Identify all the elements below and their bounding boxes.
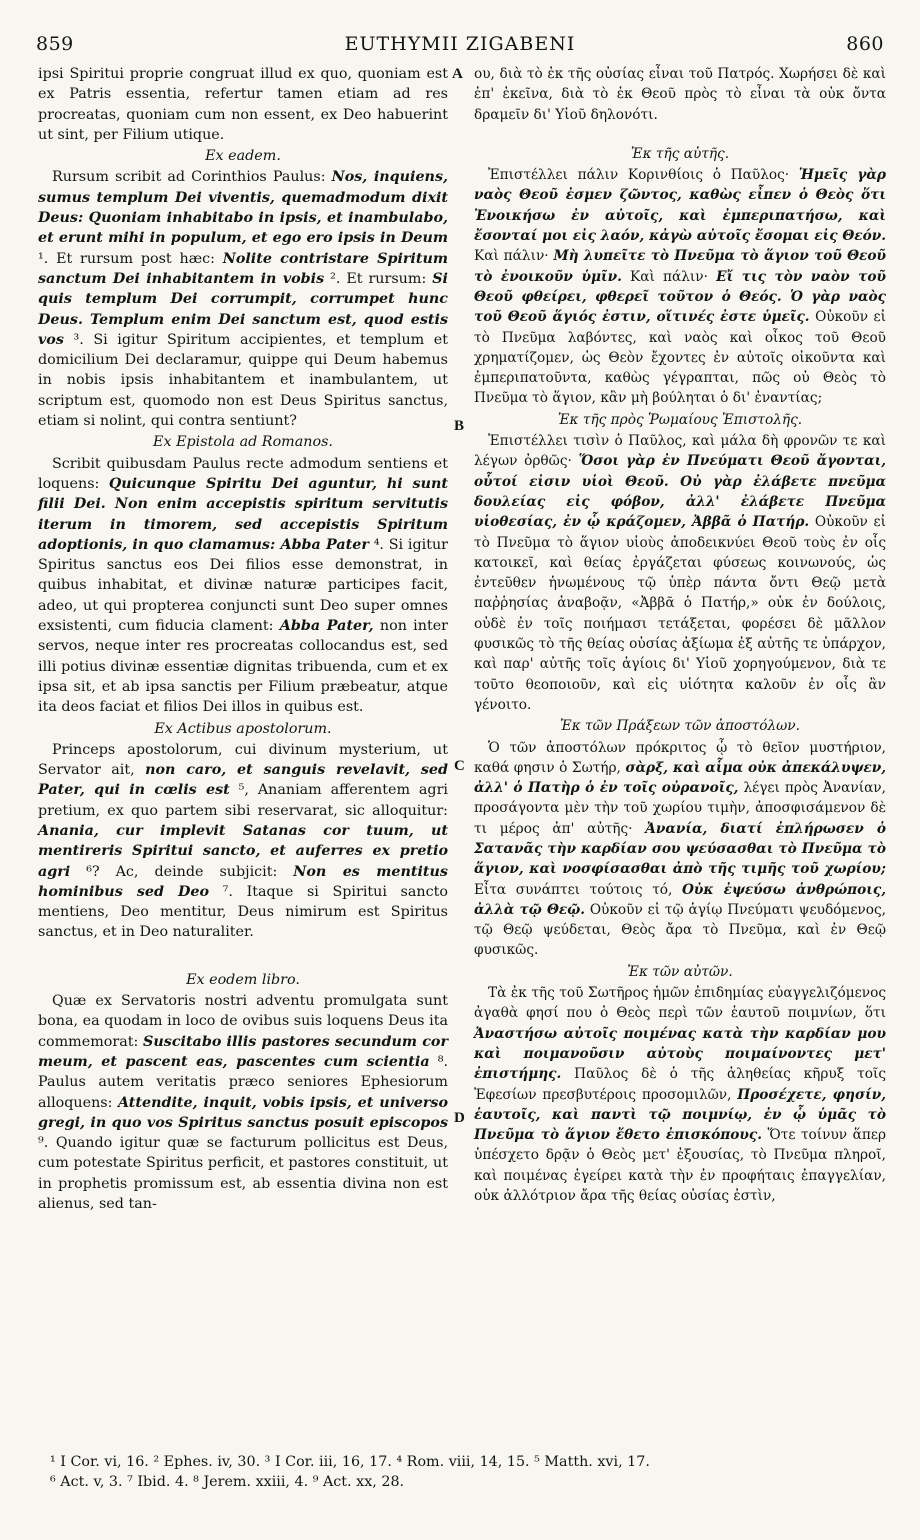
latin-quotation: Attendite, inquit, vobis ipsis, et universo gregi, in quo vos Spiritus sanctus posuit episcopos xyxy=(38,1094,448,1131)
greek-quotation: Ἡμεῖς γὰρ ναὸς Θεοῦ ἐσμεν ζῶντος, καθὼς εἶπεν ὁ Θεὸς ὅτι Ἐνοικήσω ἐν αὐτοῖς, καὶ ἐμπεριπατήσω, καὶ ἔσονταί μοι εἰς λαόν, κἀγὼ αὐτοῖς ἔσομαι εἰς Θεόν. xyxy=(474,167,886,245)
greek-quotation: Προσέχετε, φησίν, ἑαυτοῖς, καὶ παντὶ τῷ ποιμνίῳ, ἐν ᾧ ὑμᾶς τὸ Πνεῦμα τὸ ἅγιον ἔθετο ἐπισκόπους. xyxy=(474,1086,886,1144)
latin-text: non inter servos, neque inter res procreatas collocandus est, sed illi potius divinæ essentiæ dignitas tribuenda, cum et ex ipsa sit, et ab ipsa sanctis per Filium præbeatur, atque ita deos faciat et filios Dei illos in quibus est. xyxy=(38,618,448,716)
footnote-line: ⁶ Act. v, 3. ⁷ Ibid. 4. ⁸ Jerem. xxiii, 4. ⁹ Act. xx, 28. xyxy=(50,1474,405,1490)
latin-text: ². Et rursum: xyxy=(324,270,433,287)
latin-quotation: Nos, inquiens, sumus templum Dei viventis, quemadmodum dixit Deus: Quoniam inhabitabo in ipsis, et inambulabo, et erunt mihi in populum, et ego ero ipsis in Deum xyxy=(38,169,448,247)
greek-quotation: Οὐκ ἐψεύσω ἀνθρώποις, ἀλλὰ τῷ Θεῷ. xyxy=(474,881,886,918)
greek-quotation: Μὴ λυπεῖτε τὸ Πνεῦμα τὸ ἅγιον τοῦ Θεοῦ τὸ ἐνοικοῦν ὑμῖν. xyxy=(474,248,886,285)
latin-heading: Ex Epistola ad Romanos. xyxy=(153,434,333,451)
latin-text: ⁹. Quando igitur quæ se facturum pollicitus est Deus, cum potestate Spiritus perficit, et pastores constituit, ut in prophetis promissum est, ab essentia divina non est alienus, sed tan- xyxy=(38,1135,448,1213)
latin-quotation: Quicunque Spiritu Dei aguntur, hi sunt filii Dei. Non enim accepistis spiritum servitutis iterum in timorem, sed accepistis Spiritum adoptionis, in quo clamamus: Abba Pater xyxy=(38,475,448,553)
latin-text: ⁴. Si igitur Spiritus sanctus eos Dei filios esse demonstrat, in quibus inhabitat, et divinæ naturæ participes facit, adeo, ut qui propterea conjuncti sunt Deo super omnes exsistenti, cum fiducia clament: xyxy=(38,536,448,635)
greek-quotation: Ἀνανία, διατί ἐπλήρωσεν ὁ Σατανᾶς τὴν καρδίαν σου ψεύσασθαι τὸ Πνεῦμα τὸ ἅγιον, καὶ νοσφίσασθαι ἀπὸ τῆς τιμῆς τοῦ χωρίου; xyxy=(474,820,887,878)
latin-heading: Ex eadem. xyxy=(205,148,281,165)
greek-column xyxy=(474,64,886,1206)
latin-paragraph xyxy=(38,64,448,145)
latin-text: ¹. Et rursum post hæc: xyxy=(38,250,223,267)
latin-quotation: Anania, cur implevit Satanas cor tuum, ut mentireris Spiritui sancto, et auferres ex pretio agri xyxy=(38,822,448,880)
greek-quotation: σὰρξ, καὶ αἷμα οὐκ ἀπεκάλυψεν, ἀλλ' ὁ Πατὴρ ὁ ἐν τοῖς οὐρανοῖς, xyxy=(474,759,886,797)
latin-quotation: Abba Pater, xyxy=(279,618,374,635)
greek-quotation: Ἀναστήσω αὐτοῖς ποιμένας κατὰ τὴν καρδίαν μου καὶ ποιμανοῦσιν αὐτοὺς ποιμαίνοντες μετ' ἐπιστήμης. xyxy=(474,1025,886,1083)
section-marker-b: B xyxy=(454,418,465,434)
greek-heading: Ἐκ τῆς πρὸς Ῥωμαίους Ἐπιστολῆς. xyxy=(557,411,803,428)
latin-paragraph xyxy=(38,991,448,1214)
greek-paragraph xyxy=(474,738,886,961)
running-title: EUTHYMII ZIGABENI xyxy=(344,33,576,55)
section-marker-d: D xyxy=(454,1110,465,1126)
latin-text: ⁶? Ac, deinde subjicit: xyxy=(70,863,294,880)
greek-text: λέγει πρὸς Ἀνανίαν, προσάγοντα μὲν τὴν τοῦ χωρίου τιμὴν, ἀποσφισάμενον δὲ τι μέρος ἀπ' αὐτῆς· xyxy=(474,780,886,837)
page-number-left: 859 xyxy=(36,33,74,55)
running-header xyxy=(36,30,884,58)
greek-text: Παῦλος δὲ ὁ τῆς ἀληθείας κῆρυξ τοῖς Ἐφεσίων πρεσβυτέροις προσομιλῶν, xyxy=(474,1066,886,1103)
latin-quotation: non caro, et sanguis revelavit, sed Pater, qui in cœlis est xyxy=(38,762,448,799)
footnote-line: ¹ I Cor. vi, 16. ² Ephes. iv, 30. ³ I Cor. iii, 16, 17. ⁴ Rom. viii, 14, 15. ⁵ Matth. xvi, 17. xyxy=(50,1454,650,1470)
greek-text: Ὅτε τοίνυν ἅπερ ὑπέσχετο δρᾷν ὁ Θεὸς μετ' ἐξουσίας, τὸ Πνεῦμα πληροῖ, καὶ ποιμένας ἐγείρει κατὰ τὴν ἐν προφήταις ἐπαγγελίαν, οὐκ ἀλλότριον ἄρα τῆς θείας οὐσίας ἐστὶν, xyxy=(474,1127,886,1205)
greek-paragraph xyxy=(474,431,886,715)
greek-text: Τὰ ἐκ τῆς τοῦ Σωτῆρος ἡμῶν ἐπιδημίας εὐαγγελιζόμενος ἀγαθὰ φησί που ὁ Θεὸς περὶ τῶν ἑαυτοῦ ποιμνίων, ὅτι xyxy=(474,985,886,1022)
greek-quotation: Εἴ τις τὸν ναὸν τοῦ Θεοῦ φθείρει, φθερεῖ τοῦτον ὁ Θεός. Ὁ γὰρ ναὸς τοῦ Θεοῦ ἅγιός ἐστιν, οἵτινές ἐστε ὑμεῖς. xyxy=(474,268,886,326)
greek-text: Οὐκοῦν εἰ τὸ Πνεῦμα λαβόντες, καὶ ναὸς καὶ οἶκος τοῦ Θεοῦ χρηματίζομεν, ὡς Θεὸν ἔχοντες ἐν αὐτοῖς οἰκοῦντα καὶ ἐμπεριπατοῦντα, καθὼς γέγραπται, πῶς οὐ Θεὸς τὸ Πνεῦμα τὸ ἅγιον, κἂν μὴ βούληται ὁ δι' ἐναντίας; xyxy=(474,309,887,407)
greek-text: ου, διὰ τὸ ἐκ τῆς οὐσίας εἶναι τοῦ Πατρός. Χωρήσει δὲ καὶ ἐπ' ἐκεῖνα, διὰ τὸ ἐκ Θεοῦ πρὸς τὸ εἶναι τὰ οὐκ ὄντα δραμεῖν δι' Υἱοῦ δηλονότι. xyxy=(474,66,886,123)
spacer xyxy=(474,125,886,143)
greek-text: Ἐπιστέλλει πάλιν Κορινθίοις ὁ Παῦλος· xyxy=(488,167,799,184)
greek-heading: Ἐκ τῶν αὐτῶν. xyxy=(627,963,733,980)
latin-text: Scribit quibusdam Paulus recte admodum sentiens et loquens: xyxy=(38,455,448,492)
greek-paragraph xyxy=(474,64,886,125)
greek-text: Ὁ τῶν ἀποστόλων πρόκριτος ᾧ τὸ θεῖον μυστήριον, καθά φησιν ὁ Σωτήρ, xyxy=(474,739,886,776)
latin-column xyxy=(38,64,448,1214)
latin-paragraph xyxy=(38,167,448,431)
latin-text: ⁸. Paulus autem veritatis præco seniores Ephesiorum alloquens: xyxy=(38,1053,448,1111)
footnotes xyxy=(50,1452,884,1492)
latin-text: Princeps apostolorum, cui divinum mysterium, ut Servator ait, xyxy=(38,741,448,779)
greek-text: Καὶ πάλιν· xyxy=(474,248,554,265)
latin-heading: Ex eodem libro. xyxy=(186,971,300,988)
greek-text: Ἐπιστέλλει τισὶν ὁ Παῦλος, καὶ μάλα δὴ φρονῶν τε καὶ λέγων ὀρθῶς· xyxy=(474,433,886,470)
greek-heading: Ἐκ τῆς αὐτῆς. xyxy=(630,145,730,162)
page-number-right: 860 xyxy=(846,33,884,55)
latin-text: ipsi Spiritui proprie congruat illud ex quo, quoniam est ex Patris essentia, refertur tamen etiam ad res procreatas, quoniam cum non essent, ex Deo habuerint ut sint, per Filium utique. xyxy=(38,66,448,143)
latin-quotation: Suscitabo illis pastores secundum cor meum, et pascent eas, pascentes cum scientia xyxy=(38,1033,448,1070)
latin-text: Quæ ex Servatoris nostri adventu promulgata sunt bona, ea quodam in loco de ovibus suis loquens Deus ita commemorat: xyxy=(38,993,448,1050)
latin-heading: Ex Actibus apostolorum. xyxy=(154,720,332,737)
latin-text: ⁷. Itaque si Spiritui sancto mentiens, Deo mentitur, Deus nimirum est Spiritus sanctus, et in Deo naturaliter. xyxy=(38,883,448,941)
latin-quotation: Nolite contristare Spiritum sanctum Dei inhabitantem in vobis xyxy=(38,250,448,287)
spacer xyxy=(38,943,448,969)
latin-text: Rursum scribit ad Corinthios Paulus: xyxy=(52,169,332,186)
greek-heading: Ἐκ τῶν Πράξεων τῶν ἀποστόλων. xyxy=(560,718,800,735)
section-marker-a: A xyxy=(452,66,463,82)
section-marker-c: C xyxy=(454,758,465,774)
latin-text: ⁵, Ananiam afferentem agri pretium, ex quo partem sibi reservarat, sic alloquitur: xyxy=(38,782,448,819)
latin-paragraph xyxy=(38,740,448,943)
latin-paragraph xyxy=(38,454,448,718)
greek-text: Εἶτα συνάπτει τούτοις τό, xyxy=(474,881,682,898)
latin-quotation: Si quis templum Dei corrumpit, corrumpet hunc Deus. Templum enim Dei sanctum est, quod estis vos xyxy=(38,270,448,348)
greek-quotation: Ὅσοι γὰρ ἐν Πνεύματι Θεοῦ ἄγονται, οὗτοί εἰσιν υἱοὶ Θεοῦ. Οὐ γὰρ ἐλάβετε πνεῦμα δουλείας εἰς φόβον, ἀλλ' ἐλάβετε Πνεῦμα υἱοθεσίας, ἐν ᾧ κράζομεν, Ἀββᾶ ὁ Πατήρ. xyxy=(474,453,886,531)
greek-text: Οὐκοῦν εἰ τὸ Πνεῦμα τὸ ἅγιον υἱοὺς ἀποδεικνύει Θεοῦ τοὺς ἐν οἷς κατοικεῖ, καὶ θείας ἐργάζεται φύσεως κοινωνούς, ὡς ἐντεῦθεν ἡνωμένους τῷ ὑπὲρ πάντα ὄντι Θεῷ μετὰ παῤῥησίας ἀναβοᾷν, «Ἀββᾶ ὁ Πατήρ,» οὐκ ἐν δούλοις, οὐδὲ ἐν τοῖς ποιήμασι τετάξεται, φορέσει δὲ μᾶλλον φυσικῶς τὸ τῆς θείας οὐσίας ἀξίωμα ἐξ αὐτῆς τε ὑπάρχον, καὶ παρ' αὐτῆς τοῖς ἁγίοις δι' Υἱοῦ χορηγούμενον, διὰ τε τοῦτο θεοποιοῦν, καὶ εἰς υἱότητα καλοῦν ἐν οἷς ἂν γένοιτο. xyxy=(474,514,886,713)
greek-paragraph xyxy=(474,165,886,409)
latin-quotation: Non es mentitus hominibus sed Deo xyxy=(38,863,448,900)
greek-text: Οὐκοῦν εἰ τῷ ἁγίῳ Πνεύματι ψευδόμενος, τῷ Θεῷ ψεύδεται, Θεὸς ἄρα τὸ Πνεῦμα, καὶ ἐν Θεῷ φυσικῶς. xyxy=(474,901,886,959)
latin-text: ³. Si igitur Spiritum accipientes, et templum et domicilium Dei declaramur, quippe qui Deum habemus in nobis ipsis inhabitantem et inambulantem, ut scriptum est, quomodo non est Deus Spiritus sanctus, etiam si nolint, qui contra sentiunt? xyxy=(38,331,448,430)
greek-paragraph xyxy=(474,983,886,1206)
greek-text: Καὶ πάλιν· xyxy=(621,268,717,285)
